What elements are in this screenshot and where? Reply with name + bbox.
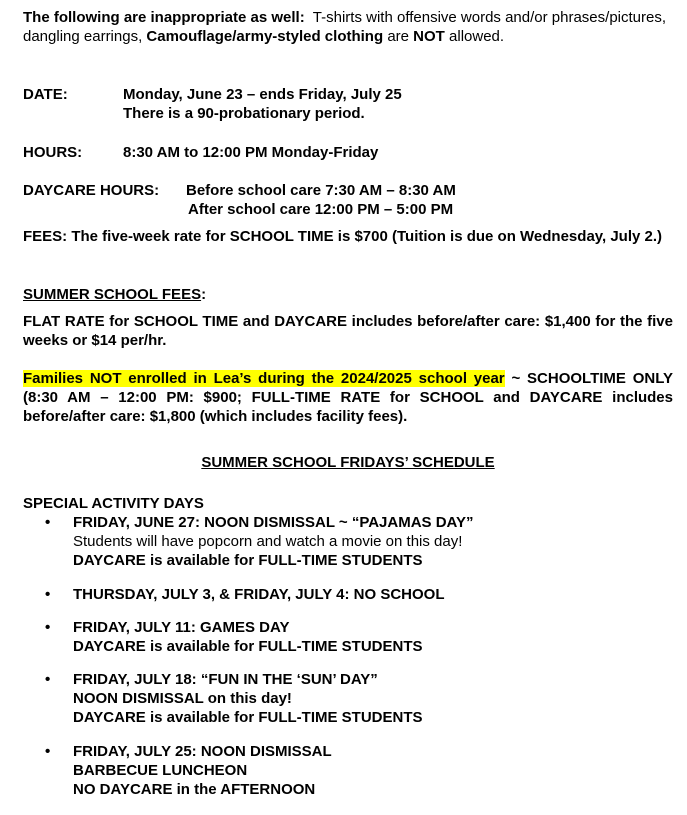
schedule-item-daycare: DAYCARE is available for FULL-TIME STUDENTS (73, 709, 423, 726)
dress-code-bold-1: Camouflage/army-styled clothing (146, 28, 384, 45)
schedule-item-title: FRIDAY, JUNE 27: NOON DISMISSAL ~ “PAJAMAS DAY” (73, 514, 474, 531)
date-label: DATE: (23, 86, 68, 103)
hours-value: 8:30 AM to 12:00 PM Monday-Friday (123, 144, 379, 161)
bullet-icon: • (45, 514, 51, 531)
schedule-item-title: FRIDAY, JULY 11: GAMES DAY (73, 619, 290, 636)
schedule-item-july-25 (23, 742, 673, 799)
schedule-list (23, 513, 673, 570)
after-school-care: After school care 12:00 PM – 5:00 PM (188, 201, 454, 218)
schedule-list-3 (23, 618, 673, 656)
schedule-item-june-27 (23, 513, 673, 570)
schedule-item-title: FRIDAY, JULY 25: NOON DISMISSAL (73, 743, 332, 760)
hours-label: HOURS: (23, 144, 83, 161)
special-activity-days-heading: SPECIAL ACTIVITY DAYS (23, 495, 204, 512)
daycare-hours-section (23, 181, 673, 219)
summer-fees-heading-text: SUMMER SCHOOL FEES (23, 286, 202, 303)
non-enrolled-rest: ~ SCHOOLTIME ONLY (8:30 AM – 12:00 PM: $900; FULL-TIME RATE for SCHOOL and DAYCARE includes before/after care: $1,800 (which includes facility fees). (23, 370, 673, 425)
schedule-list-4 (23, 670, 673, 727)
dress-code-lead: The following are inappropriate as well: (23, 9, 305, 26)
fridays-schedule-heading-text: SUMMER SCHOOL FRIDAYS’ SCHEDULE (201, 454, 495, 471)
probation-note: There is a 90-probationary period. (123, 105, 365, 122)
schedule-list-2 (23, 585, 673, 604)
before-school-care: Before school care 7:30 AM – 8:30 AM (186, 182, 456, 199)
dress-code-bold-2: NOT (413, 28, 445, 45)
flat-rate-paragraph: FLAT RATE for SCHOOL TIME and DAYCARE includes before/after care: $1,400 for the five weeks or $14 per/hr. (23, 313, 673, 349)
highlighted-families-text: Families NOT enrolled in Lea’s during the 2024/2025 school year (23, 370, 505, 387)
schedule-item-july-11 (23, 618, 673, 656)
daycare-hours-label: DAYCARE HOURS: (23, 182, 160, 199)
fees-paragraph: FEES: The five-week rate for SCHOOL TIME is $700 (Tuition is due on Wednesday, July 2.) (23, 228, 663, 245)
bullet-icon: • (45, 671, 51, 688)
bullet-icon: • (45, 619, 51, 636)
dress-code-text-3: allowed. (449, 28, 505, 45)
schedule-item-luncheon: BARBECUE LUNCHEON (73, 762, 248, 779)
schedule-list-5 (23, 742, 673, 799)
dress-code-text-2: are (387, 28, 409, 45)
summer-fees-heading (23, 285, 673, 304)
schedule-item-title: THURSDAY, JULY 3, & FRIDAY, JULY 4: NO SCHOOL (73, 586, 445, 603)
date-value: Monday, June 23 – ends Friday, July 25 (123, 86, 402, 103)
schedule-item-note: NOON DISMISSAL on this day! (73, 690, 292, 707)
non-enrolled-paragraph (23, 369, 673, 426)
bullet-icon: • (45, 743, 51, 760)
schedule-item-title: FRIDAY, JULY 18: “FUN IN THE ‘SUN’ DAY” (73, 671, 378, 688)
schedule-item-daycare: DAYCARE is available for FULL-TIME STUDENTS (73, 638, 423, 655)
schedule-item-july-18 (23, 670, 673, 727)
schedule-item-daycare: DAYCARE is available for FULL-TIME STUDENTS (73, 552, 423, 569)
schedule-item-july-3-4 (23, 585, 673, 604)
bullet-icon: • (45, 586, 51, 603)
fridays-schedule-heading (23, 453, 673, 472)
dress-code-text-1: T-shirts with offensive words and/or phrases/pictures, dangling earrings, (23, 9, 667, 45)
dress-code-paragraph (23, 8, 673, 46)
schedule-item-daycare: NO DAYCARE in the AFTERNOON (73, 781, 316, 798)
hours-section (23, 143, 673, 162)
summer-fees-heading-colon: : (201, 286, 207, 303)
schedule-item-note: Students will have popcorn and watch a movie on this day! (73, 533, 463, 550)
date-section (23, 85, 673, 123)
